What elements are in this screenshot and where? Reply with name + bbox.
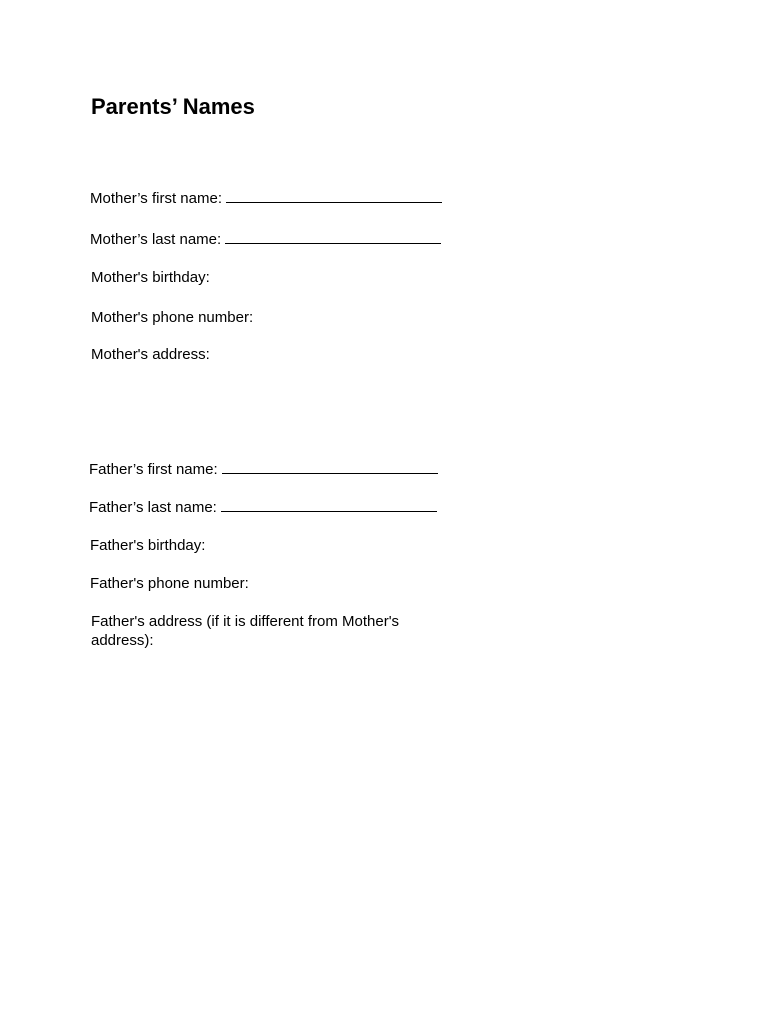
father-phone-label: Father's phone number: <box>90 575 249 592</box>
father-address-label: Father's address (if it is different from Mother's address): <box>91 613 400 649</box>
mother-last-name-blank[interactable] <box>225 229 441 244</box>
father-birthday-label: Father's birthday: <box>90 537 206 554</box>
mother-phone-label: Mother's phone number: <box>91 309 254 326</box>
father-last-name-field <box>89 497 437 517</box>
mother-first-name-label: Mother’s first name: <box>90 190 222 207</box>
mother-address-label: Mother's address: <box>91 346 210 363</box>
mother-first-name-blank[interactable] <box>226 188 442 203</box>
father-last-name-label: Father’s last name: <box>89 499 217 516</box>
father-first-name-blank[interactable] <box>222 459 438 474</box>
father-first-name-field <box>89 459 438 479</box>
father-last-name-blank[interactable] <box>221 497 437 512</box>
mother-last-name-label: Mother’s last name: <box>90 231 222 248</box>
page-title: Parents’ Names <box>91 94 255 119</box>
mother-last-name-field <box>90 229 441 249</box>
mother-birthday-label: Mother's birthday: <box>91 269 210 286</box>
mother-first-name-field <box>90 188 442 208</box>
father-first-name-label: Father’s first name: <box>89 461 218 478</box>
